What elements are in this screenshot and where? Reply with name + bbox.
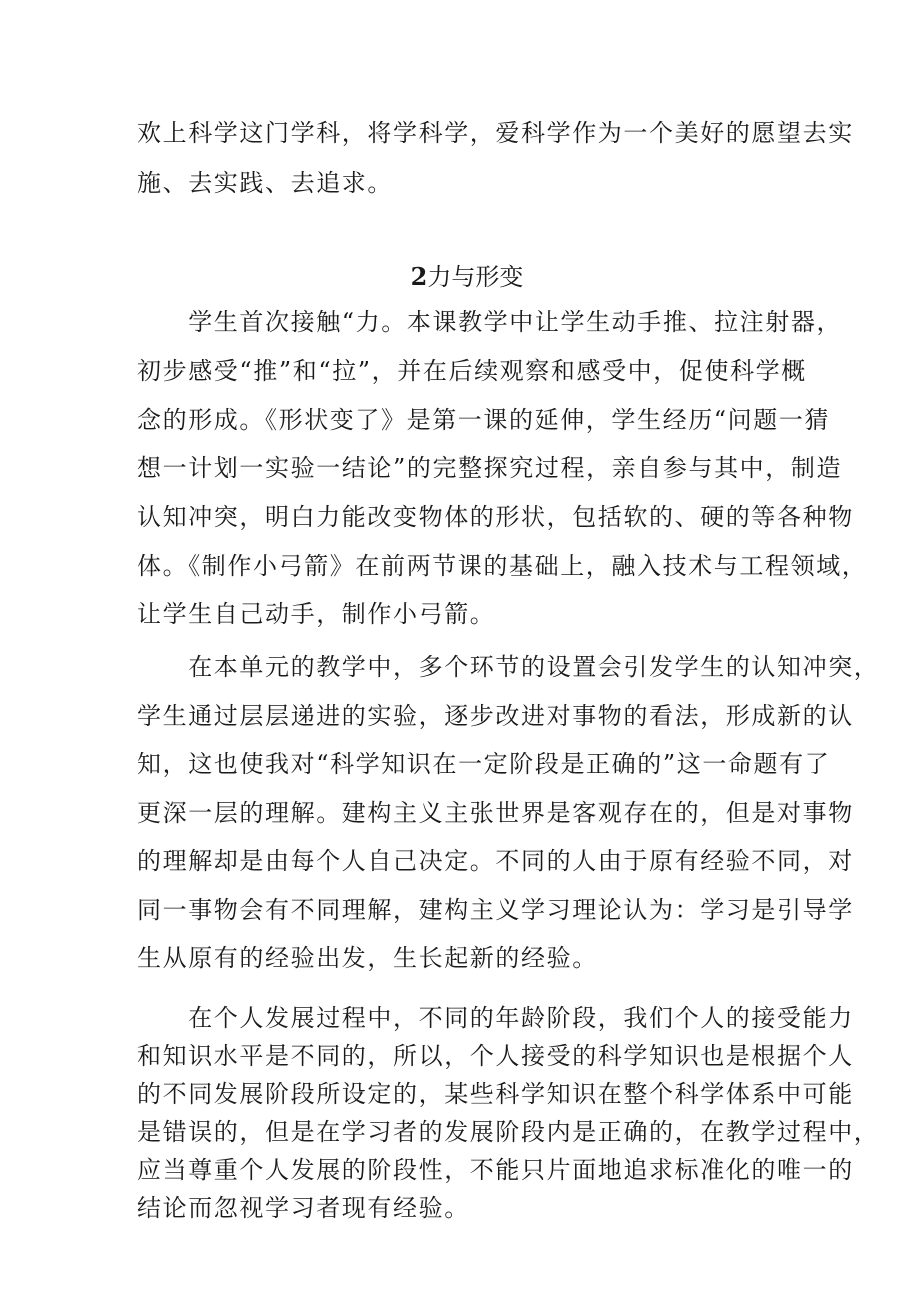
text-line: 在个人发展过程中，不同的年龄阶段，我们个人的接受能力 (137, 1004, 854, 1032)
text-line: 学生通过层层递进的实验，逐步改进对事物的看法，形成新的认 (137, 702, 854, 730)
text-line: 想一计划一实验一结论”的完整探究过程，亲自参与其中，制造 (137, 454, 843, 482)
text-line: 欢上科学这门学科，将学科学，爱科学作为一个美好的愿望去实 (137, 119, 854, 147)
text-line: 体。《制作小弓箭》在前两节课的基础上，融入技术与工程领域， (137, 552, 868, 580)
text-line: 施、去实践、去追求。 (137, 169, 393, 197)
text-line: 应当尊重个人发展的阶段性，不能只片面地追求标准化的唯一的 (137, 1156, 854, 1184)
section-title (137, 262, 797, 292)
text-line: 在本单元的教学中，多个环节的设置会引发学生的认知冲突， (137, 653, 880, 681)
text-line: 结论而忽视学习者现有经验。 (137, 1194, 470, 1222)
text-line: 和知识水平是不同的，所以，个人接受的科学知识也是根据个人 (137, 1042, 854, 1070)
text-line: 更深一层的理解。建构主义主张世界是客观存在的，但是对事物 (137, 799, 854, 827)
text-line: 让学生自己动手，制作小弓箭。 (137, 600, 496, 628)
text-line: 知，这也使我对“科学知识在一定阶段是正确的”这一命题有了 (137, 750, 831, 778)
section-number: 2 (410, 262, 428, 291)
text-line: 的不同发展阶段所设定的，某些科学知识在整个科学体系中可能 (137, 1080, 854, 1108)
text-line: 念的形成。《形状变了》是第一课的延伸，学生经历“问题一猜 (137, 406, 831, 434)
section-title-text: 力与形变 (427, 263, 524, 291)
text-line: 学生首次接触“力。本课教学中让学生动手推、拉注射器， (137, 308, 843, 336)
text-line: 的理解却是由每个人自己决定。不同的人由于原有经验不同，对 (137, 847, 854, 875)
text-line: 是错误的，但是在学习者的发展阶段内是正确的，在教学过程中， (137, 1118, 880, 1146)
text-line: 同一事物会有不同理解，建构主义学习理论认为：学习是引导学 (137, 896, 854, 924)
text-line: 初步感受“推”和“拉”，并在后续观察和感受中，促使科学概 (137, 357, 807, 385)
text-line: 认知冲突，明白力能改变物体的形状，包括软的、硬的等各种物 (137, 503, 854, 531)
text-line: 生从原有的经验出发，生长起新的经验。 (137, 944, 598, 972)
